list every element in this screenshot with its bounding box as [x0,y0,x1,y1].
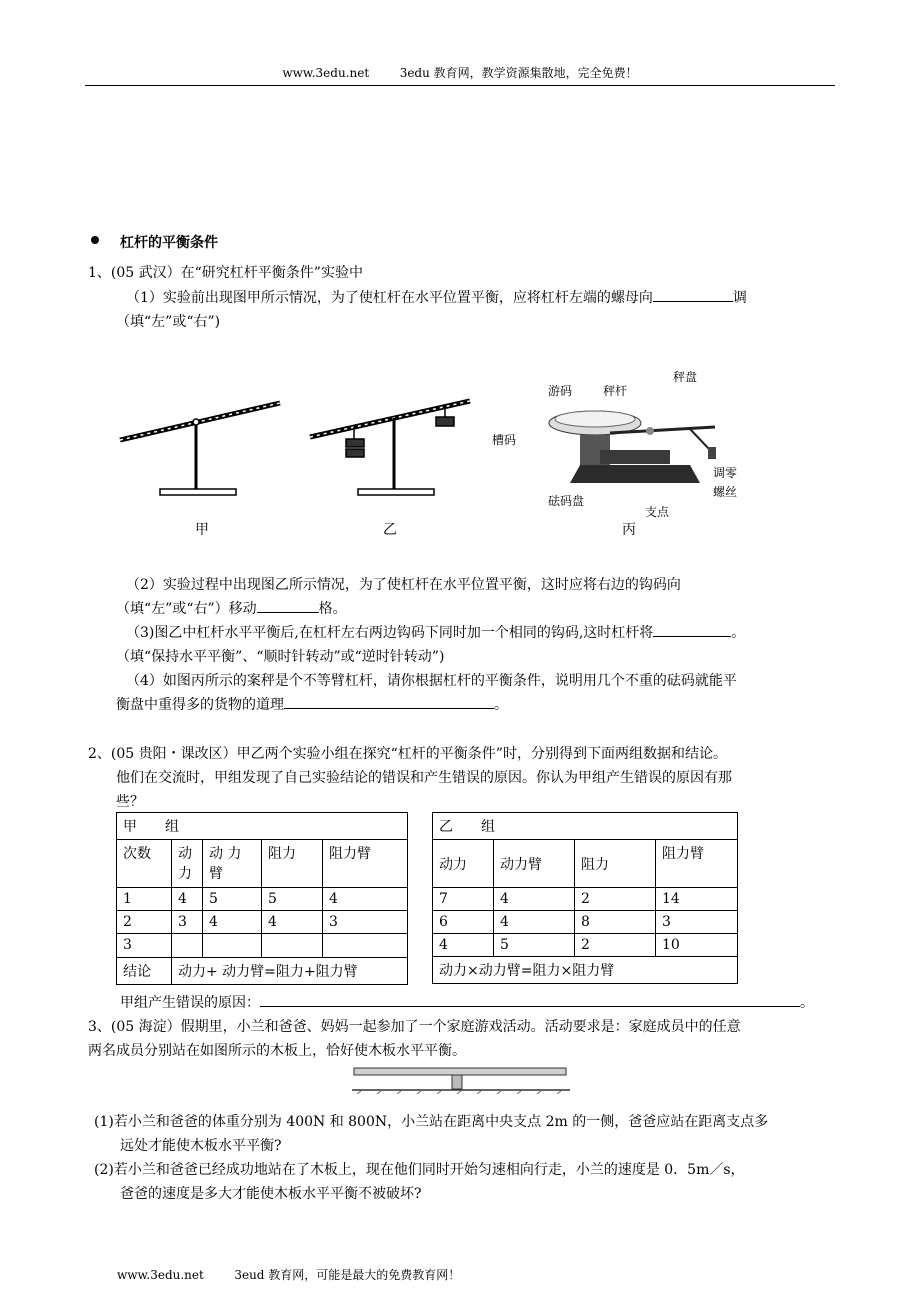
table-header: 动力 [172,840,203,888]
label-slot-weight: 槽码 [492,433,517,447]
label-zero-screw-1: 调零 [713,466,738,480]
answer-blank [260,992,800,1007]
table-cell: 3 [323,911,408,934]
footer-tagline: 3eud 教育网，可能是最大的免费教育网！ [234,1268,461,1282]
fig-label-jia: 甲 [195,522,209,538]
table-cell: 2 [117,911,172,934]
answer-blank [653,287,733,302]
header-tagline: 3edu 教育网，教学资源集散地，完全免费！ [399,66,638,80]
table-header: 动力 [433,840,494,888]
table-cell: 4 [172,888,203,911]
table-title: 乙 组 [433,813,738,840]
lever-figure-jia [110,395,290,507]
table-yi [432,812,738,984]
q3-sub2: (2)若小兰和爸爸已经成功地站在了木板上，现在他们同时开始匀速相向行走，小兰的速度是 0．5m／s， [94,1162,745,1178]
table-cell: 2 [575,934,656,957]
section-title: 杠杆的平衡条件 [120,235,218,251]
platform-scale-figure [540,395,740,505]
fig-label-bing: 丙 [622,522,636,538]
q2-reason-label: 甲组产生错误的原因： [120,995,260,1011]
table-jia [116,812,408,985]
table-row [117,840,408,888]
label-beam: 秤杆 [603,384,628,398]
label-pan: 秤盘 [673,370,698,384]
table-row [433,840,738,888]
table-row [117,958,408,985]
table-cell [172,934,203,958]
conclusion-text: 动力×动力臂=阻力×阻力臂 [433,957,738,984]
table-cell: 4 [494,911,575,934]
q1-part1 [126,287,747,307]
answer-blank [653,622,731,637]
footer-site: www.3edu.net [117,1268,204,1282]
table-cell: 14 [656,888,738,911]
table-cell: 4 [433,934,494,957]
q1-part1-hint: （填“左”或“右”) [116,314,221,330]
table-cell: 5 [262,888,323,911]
lever-figure-yi [300,395,480,507]
table-row [117,911,408,934]
label-rider: 游码 [548,384,573,398]
table-cell: 2 [575,888,656,911]
table-header: 动力臂 [494,840,575,888]
q1-part3-text: （3)图乙中杠杆水平平衡后,在杠杆左右两边钩码下同时加一个相同的钩码,这时杠杆将 [126,625,654,641]
label-weight-pan: 砝码盘 [548,494,585,508]
q1-part3-hint: （填“保持水平平衡”、“顺时针转动”或“逆时针转动”) [116,649,445,665]
q2-reason-end: 。 [800,995,814,1011]
q2-line1: 2、(05 贵阳・课改区）甲乙两个实验小组在探究“杠杆的平衡条件”时，分别得到下面两组数据和结论。 [88,746,727,762]
seesaw-board-figure [352,1064,570,1094]
label-fulcrum: 支点 [645,505,670,519]
q1-part4: （4）如图丙所示的案秤是个不等臂杠杆，请你根据杠杆的平衡条件，说明用几个不重的砝码就能平 [126,673,737,689]
table-title: 甲 组 [117,813,408,840]
table-cell [262,934,323,958]
conclusion-text: 动力+ 动力臂=阻力+阻力臂 [172,958,408,985]
q2-reason [120,992,814,1012]
q1-part1-end: 调 [732,290,747,306]
q3-sub1: (1)若小兰和爸爸的体重分别为 400N 和 800N，小兰站在距离中央支点 2m 的一侧，爸爸应站在距离支点多 [94,1114,769,1130]
table-row [433,888,738,911]
table-cell: 5 [203,888,262,911]
table-cell: 4 [494,888,575,911]
table-cell: 3 [656,911,738,934]
table-row [433,934,738,957]
table-cell: 4 [203,911,262,934]
table-header: 动 力臂 [203,840,262,888]
q2-line3: 些？ [116,794,144,810]
table-cell: 3 [117,934,172,958]
table-cell [203,934,262,958]
table-cell: 4 [323,888,408,911]
table-cell: 5 [494,934,575,957]
q1-part2: （2）实验过程中出现图乙所示情况，为了使杠杆在水平位置平衡，这时应将右边的钩码向 [126,577,681,593]
table-cell: 8 [575,911,656,934]
table-row [433,813,738,840]
table-cell: 4 [262,911,323,934]
conclusion-label: 结论 [117,958,172,985]
q1-part2-end: 格。 [318,601,347,617]
table-header: 阻力臂 [656,840,738,888]
table-header: 阻力 [575,840,656,888]
q3-line1: 3、(05 海淀）假期里，小兰和爸爸、妈妈一起参加了一个家庭游戏活动。活动要求是：家庭成员中的任意 [88,1019,741,1035]
q1-part4-cont [116,694,508,714]
label-zero-screw-2: 螺丝 [713,485,738,499]
q3-sub1-cont: 远处才能使木板水平平衡? [120,1138,282,1154]
table-row [433,957,738,984]
header-divider [85,85,835,86]
fig-label-yi: 乙 [383,522,397,538]
table-cell: 3 [172,911,203,934]
table-row [117,934,408,958]
page-footer [117,1266,460,1283]
table-cell: 7 [433,888,494,911]
table-cell: 10 [656,934,738,957]
table-cell [323,934,408,958]
answer-blank [257,598,319,613]
table-header: 阻力 [262,840,323,888]
table-cell: 1 [117,888,172,911]
q1-part1-text: （1）实验前出现图甲所示情况，为了使杠杆在水平位置平衡，应将杠杆左端的螺母向 [126,290,653,306]
answer-blank [284,694,494,709]
table-row [433,911,738,934]
table-row [117,813,408,840]
table-cell: 6 [433,911,494,934]
q1-part3-end: 。 [731,625,746,641]
table-row [117,888,408,911]
q1-part4-end: 。 [494,697,508,713]
q1-part4-text: 衡盘中重得多的货物的道理 [116,697,284,713]
table-header: 阻力臂 [323,840,408,888]
table-header: 次数 [117,840,172,888]
q1-title: 1、(05 武汉）在“研究杠杆平衡条件”实验中 [88,265,363,281]
q1-part3 [126,622,745,642]
q3-sub2-cont: 爸爸的速度是多大才能使木板水平平衡不被破坏? [120,1186,422,1202]
q2-line2: 他们在交流时，甲组发现了自己实验结论的错误和产生错误的原因。你认为甲组产生错误的原因有那 [116,770,732,786]
q3-line2: 两名成员分别站在如图所示的木板上，恰好使木板水平平衡。 [88,1043,466,1059]
q1-part2-hint [116,598,347,618]
header-site: www.3edu.net [282,66,370,80]
page-header [85,64,835,81]
bullet-icon [91,236,99,244]
q1-part2-text: （填“左”或“右”）移动 [116,601,257,617]
